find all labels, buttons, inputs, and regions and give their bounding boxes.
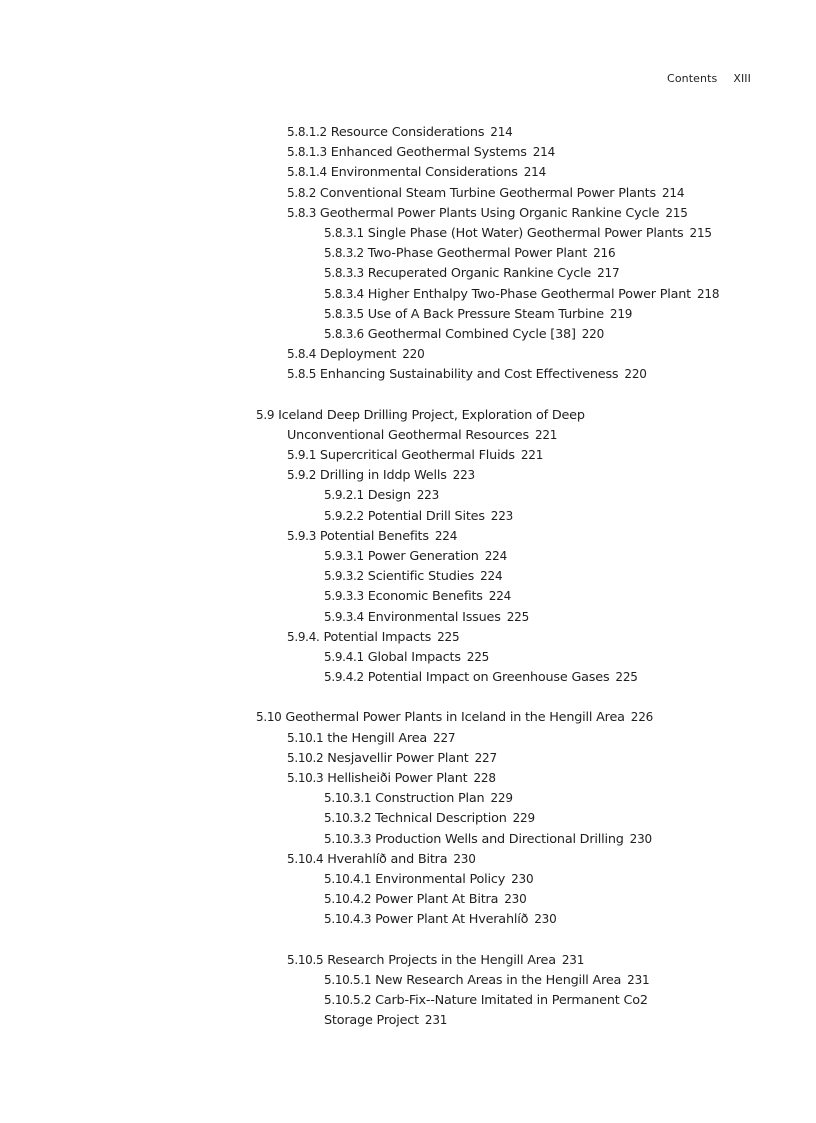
toc-entry-page-number: 223 (416, 488, 440, 503)
toc-entry-page-number: 221 (520, 448, 544, 462)
toc-entry-number: 5.10.3.1 (324, 791, 372, 806)
toc-entry-page-number: 231 (424, 1013, 448, 1028)
toc-entry[interactable] (0, 566, 816, 586)
toc-entry[interactable] (0, 425, 816, 445)
toc-entry-number: 5.9.2.1 (324, 488, 364, 503)
toc-entry-page-number: 224 (434, 528, 458, 543)
toc-entry-number: 5.10.4.1 (324, 871, 372, 886)
toc-entry-number: 5.10.3.2 (324, 811, 372, 826)
toc-entry-page-number: 218 (696, 286, 720, 301)
toc-entry-title: Deployment (319, 347, 397, 363)
toc-entry-number: 5.9.4.1 (324, 649, 364, 664)
toc-entry-title: Geothermal Combined Cycle [38] (367, 326, 576, 342)
toc-entry-title: Recuperated Organic Rankine Cycle (367, 266, 592, 282)
toc-entry-title: Enhanced Geothermal Systems (330, 145, 527, 161)
toc-entry[interactable] (0, 485, 816, 505)
toc-entry[interactable] (0, 304, 816, 324)
toc-entry[interactable] (0, 364, 816, 384)
toc-entry-title: Environmental Policy (375, 871, 506, 887)
toc-entry-title: Environmental Issues (367, 609, 501, 625)
toc-entry[interactable] (0, 889, 816, 909)
toc-entry-page-number: 231 (627, 972, 650, 987)
toc-entry[interactable] (0, 647, 816, 667)
toc-entry[interactable] (0, 869, 816, 889)
toc-entry-page-number: 214 (523, 165, 547, 180)
toc-entry[interactable] (0, 990, 816, 1010)
toc-entry-number: 5.8.3.4 (324, 286, 364, 301)
toc-entry-number: 5.10.3 (287, 771, 324, 785)
toc-entry-page-number: 225 (466, 649, 490, 664)
toc-entry-number: 5.10.1 (287, 730, 324, 745)
toc-entry-title: Nesjavellir Power Plant (327, 750, 469, 766)
toc-entry-number: 5.10 (256, 710, 282, 725)
toc-entry[interactable] (0, 243, 816, 263)
toc-entry-number: 5.10.5.2 (324, 993, 372, 1008)
toc-entry-title: Two-Phase Geothermal Power Plant (367, 246, 588, 262)
toc-entry-page-number: 230 (629, 831, 652, 846)
toc-entry-page-number: 227 (474, 750, 497, 765)
toc-entry-page-number: 220 (402, 347, 425, 362)
running-header (0, 72, 751, 85)
toc-entry-title: Higher Enthalpy Two-Phase Geothermal Power Plant (367, 286, 691, 302)
toc-entry[interactable] (0, 142, 816, 162)
toc-entry-number: 5.9.1 (287, 448, 317, 462)
toc-entry-title: Resource Considerations (330, 125, 485, 140)
toc-entry-page-number: 226 (630, 710, 654, 725)
toc-entry-number: 5.9.2 (287, 468, 317, 483)
toc-entry[interactable] (0, 950, 816, 970)
toc-entry-number: 5.9.3.4 (324, 609, 364, 624)
toc-entry[interactable] (0, 284, 816, 304)
toc-entry-number: 5.8.2 (287, 185, 317, 200)
toc-entry-title: Construction Plan (375, 791, 485, 807)
toc-entry[interactable] (0, 829, 816, 849)
toc-entry-title: Production Wells and Directional Drilling (375, 831, 624, 847)
toc-entry-page-number: 225 (506, 609, 530, 624)
toc-entry-page-number: 221 (534, 427, 558, 442)
toc-entry[interactable] (0, 607, 816, 627)
toc-entry-title: Scientific Studies (367, 569, 475, 585)
toc-entry-number: 5.10.4 (287, 851, 324, 866)
toc-entry-title: Supercritical Geothermal Fluids (319, 448, 515, 463)
toc-entry-number: 5.8.4 (287, 347, 317, 362)
toc-entry-title: Enhancing Sustainability and Cost Effectiveness (319, 367, 619, 383)
toc-entry-number: 5.10.5.1 (324, 972, 372, 987)
toc-entry-title: Power Plant At Hverahlíð (375, 912, 529, 928)
toc-entry-title: Geothermal Power Plants in Iceland in the Hengill Area (285, 710, 625, 726)
toc-entry-number: 5.8.5 (287, 367, 317, 382)
toc-entry-page-number: 215 (689, 225, 712, 240)
toc-entry[interactable] (0, 748, 816, 768)
toc-entry-title: Global Impacts (367, 649, 461, 665)
toc-entry[interactable] (0, 546, 816, 566)
toc-entry[interactable] (0, 909, 816, 929)
toc-entry-title: Potential Impact on Greenhouse Gases (367, 670, 610, 686)
toc-entry-title: Geothermal Power Plants Using Organic Rankine Cycle (319, 205, 660, 221)
toc-entry-title: Single Phase (Hot Water) Geothermal Power Plants (367, 225, 684, 241)
toc-entry[interactable] (0, 122, 816, 142)
toc-entry-number: 5.8.3.3 (324, 266, 364, 281)
toc-entry[interactable] (0, 162, 816, 182)
toc-entry-title: Hverahlíð and Bitra (327, 851, 448, 867)
toc-entry[interactable] (0, 324, 816, 344)
toc-entry-page-number: 224 (484, 548, 508, 563)
toc-entry-number: 5.10.4.3 (324, 912, 372, 927)
toc-entry-page-number: 229 (490, 791, 513, 806)
toc-entry[interactable] (0, 203, 816, 223)
toc-entry-page-number: 229 (512, 811, 535, 826)
toc-entry[interactable] (0, 849, 816, 869)
toc-entry-page-number: 217 (597, 266, 620, 281)
toc-entry-title: Unconventional Geothermal Resources (287, 427, 529, 443)
toc-entry-page-number: 224 (488, 589, 512, 604)
toc-entry-number: 5.9.4.2 (324, 670, 364, 685)
toc-entry-page-number: 227 (433, 730, 456, 745)
toc-entry-number: 5.8.3.1 (324, 225, 364, 240)
toc-entry-title: Iceland Deep Drilling Project, Exploration of Deep (278, 407, 585, 423)
toc-entry-number: 5.9.3 (287, 528, 317, 543)
toc-entry-title: Storage Project (324, 1013, 419, 1029)
toc-entry-number: 5.8.1.2 (287, 125, 327, 139)
toc-entry-page-number: 223 (452, 468, 475, 483)
toc-entry[interactable] (0, 183, 816, 203)
toc-entry-number: 5.8.3 (287, 205, 317, 220)
toc-entry[interactable] (0, 768, 816, 788)
toc-entry-number: 5.10.4.2 (324, 892, 372, 907)
toc-entry-number: 5.9.4. (287, 629, 320, 644)
toc-entry-number: 5.10.2 (287, 750, 324, 765)
page-folio: XIII (733, 72, 751, 85)
toc-entry-page-number: 230 (511, 871, 534, 886)
toc-entry-title: Technical Description (375, 811, 507, 827)
toc-entry-title: the Hengill Area (327, 730, 428, 746)
toc-entry[interactable] (0, 223, 816, 243)
toc-entry-title: New Research Areas in the Hengill Area (375, 972, 622, 988)
toc-entry-number: 5.10.3.3 (324, 831, 372, 846)
toc-entry-page-number: 214 (532, 145, 556, 160)
toc-entry-title: Power Plant At Bitra (375, 892, 499, 908)
toc-entry-page-number: 225 (615, 670, 638, 685)
toc-entry-title: Economic Benefits (367, 589, 483, 605)
toc-entry-page-number: 220 (624, 367, 647, 382)
toc-entry-title: Potential Drill Sites (367, 508, 485, 524)
toc-entry[interactable] (0, 263, 816, 283)
toc-entry-title: Use of A Back Pressure Steam Turbine (367, 306, 604, 322)
toc-entry[interactable] (0, 788, 816, 808)
toc-entry[interactable] (0, 526, 816, 546)
toc-entry-number: 5.8.1.4 (287, 165, 327, 180)
toc-entry-number: 5.8.1.3 (287, 145, 327, 160)
toc-entry[interactable] (0, 445, 816, 465)
toc-entry[interactable] (0, 344, 816, 364)
running-header-section: Contents (667, 72, 718, 85)
toc-entry[interactable] (0, 970, 816, 990)
toc-entry[interactable] (0, 667, 816, 687)
toc-entry-page-number: 219 (609, 306, 633, 321)
toc-entry[interactable] (0, 627, 816, 647)
toc-entry[interactable] (0, 586, 816, 606)
toc-entry-number: 5.9.3.1 (324, 548, 364, 563)
toc-entry-title: Power Generation (367, 548, 479, 564)
toc-entry-page-number: 215 (665, 205, 688, 220)
toc-entry-page-number: 214 (490, 125, 513, 139)
toc-entry-page-number: 231 (561, 952, 585, 967)
toc-entry-page-number: 228 (473, 771, 496, 785)
toc-entry-title: Design (367, 488, 411, 504)
toc-entry[interactable] (0, 405, 816, 425)
toc-entry-title: Environmental Considerations (330, 165, 518, 181)
toc-entry[interactable] (0, 1010, 816, 1030)
toc-entry[interactable] (0, 506, 816, 526)
toc-entry-title: Carb-Fix--Nature Imitated in Permanent Co2 (375, 993, 648, 1009)
toc-entry-page-number: 214 (661, 185, 685, 200)
toc-entry-title: Research Projects in the Hengill Area (327, 952, 556, 968)
toc-entry-page-number: 216 (593, 246, 616, 261)
toc-entry[interactable] (0, 728, 816, 748)
toc-entry-title: Potential Impacts (323, 629, 432, 645)
toc-entry-number: 5.9.3.3 (324, 589, 364, 604)
toc-entry-title: Conventional Steam Turbine Geothermal Power Plants (319, 185, 656, 201)
toc-entry-number: 5.9.2.2 (324, 508, 364, 523)
toc-entry-number: 5.8.3.2 (324, 246, 364, 261)
toc-entry[interactable] (0, 808, 816, 828)
toc-entry-number: 5.10.5 (287, 952, 324, 967)
toc-entry[interactable] (0, 707, 816, 727)
toc-entry-title: Hellisheiði Power Plant (327, 771, 468, 786)
toc-entry-page-number: 230 (534, 912, 557, 927)
toc-entry-number: 5.8.3.6 (324, 326, 364, 341)
toc-entry[interactable] (0, 465, 816, 485)
table-of-contents (0, 122, 816, 1030)
toc-entry-number: 5.8.3.5 (324, 306, 364, 321)
toc-entry-page-number: 230 (504, 892, 527, 907)
toc-entry-page-number: 223 (490, 508, 514, 523)
toc-entry-number: 5.9 (256, 407, 275, 422)
toc-entry-page-number: 224 (480, 569, 503, 584)
toc-entry-title: Drilling in Iddp Wells (319, 468, 447, 484)
toc-entry-number: 5.9.3.2 (324, 569, 364, 584)
toc-entry-title: Potential Benefits (319, 528, 429, 544)
toc-entry-page-number: 225 (437, 629, 460, 644)
toc-entry-page-number: 220 (581, 326, 605, 341)
toc-entry-page-number: 230 (453, 851, 476, 866)
